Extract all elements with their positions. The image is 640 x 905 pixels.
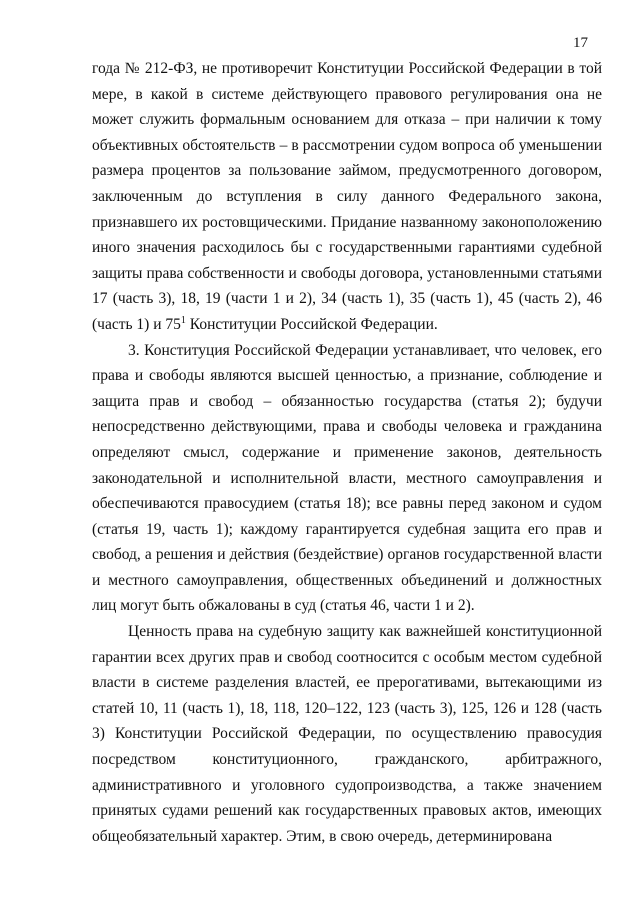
paragraph-continuation [92, 56, 602, 338]
paragraph-text-tail: Конституции Российской Федерации. [185, 315, 438, 333]
page-number: 17 [573, 35, 588, 51]
document-body [92, 56, 602, 849]
paragraph-text: года № 212-ФЗ, не противоречит Конституции Российской Федерации в той мере, в какой в системе действующего правового регулирования она не может служить формальным основанием для отказа – при наличии к тому объективных обстоятельств – в рассмотрении судом вопроса об уменьшении размера процентов за пользование займом, предусмотренного договором, заключенным до вступления в силу данного Федерального закона, признавшего их ростовщическими. Придание названному законоположению иного значения расходилось бы с государственными гарантиями судебной защиты права собственности и свободы договора, установленными статьями 17 (часть 3), 18, 19 (части 1 и 2), 34 (часть 1), 35 (часть 1), 45 (часть 2), 46 (часть 1) и 75 [92, 60, 602, 333]
paragraph-section-3: 3. Конституция Российской Федерации устанавливает, что человек, его права и свободы являются высшей ценностью, а признание, соблюдение и защита прав и свобод – обязанностью государства (статья 2); будучи непосредственно действующими, права и свободы человека и гражданина определяют смысл, содержание и применение законов, деятельность законодательной и исполнительной власти, местного самоуправления и обеспечиваются правосудием (статья 18); все равны перед законом и судом (статья 19, часть 1); каждому гарантируется судебная защита его прав и свобод, а решения и действия (бездействие) органов государственной власти и местного самоуправления, общественных объединений и должностных лиц могут быть обжалованы в суд (статья 46, части 1 и 2). [92, 341, 602, 615]
paragraph-judicial-protection: Ценность права на судебную защиту как важнейшей конституционной гарантии всех других прав и свобод соотносится с особым местом судебной власти в системе разделения властей, ее прерогативами, вытекающими из статей 10, 11 (часть 1), 18, 118, 120–122, 123 (часть 3), 125, 126 и 128 (часть 3) Конституции Российской Федерации, по осуществлению правосудия посредством конституционного, гражданского, арбитражного, административного и уголовного судопроизводства, а также значением принятых судами решений как государственных правовых актов, имеющих общеобязательный характер. Этим, в свою очередь, детерминирована [92, 623, 602, 845]
superscript-index: 1 [180, 314, 186, 326]
